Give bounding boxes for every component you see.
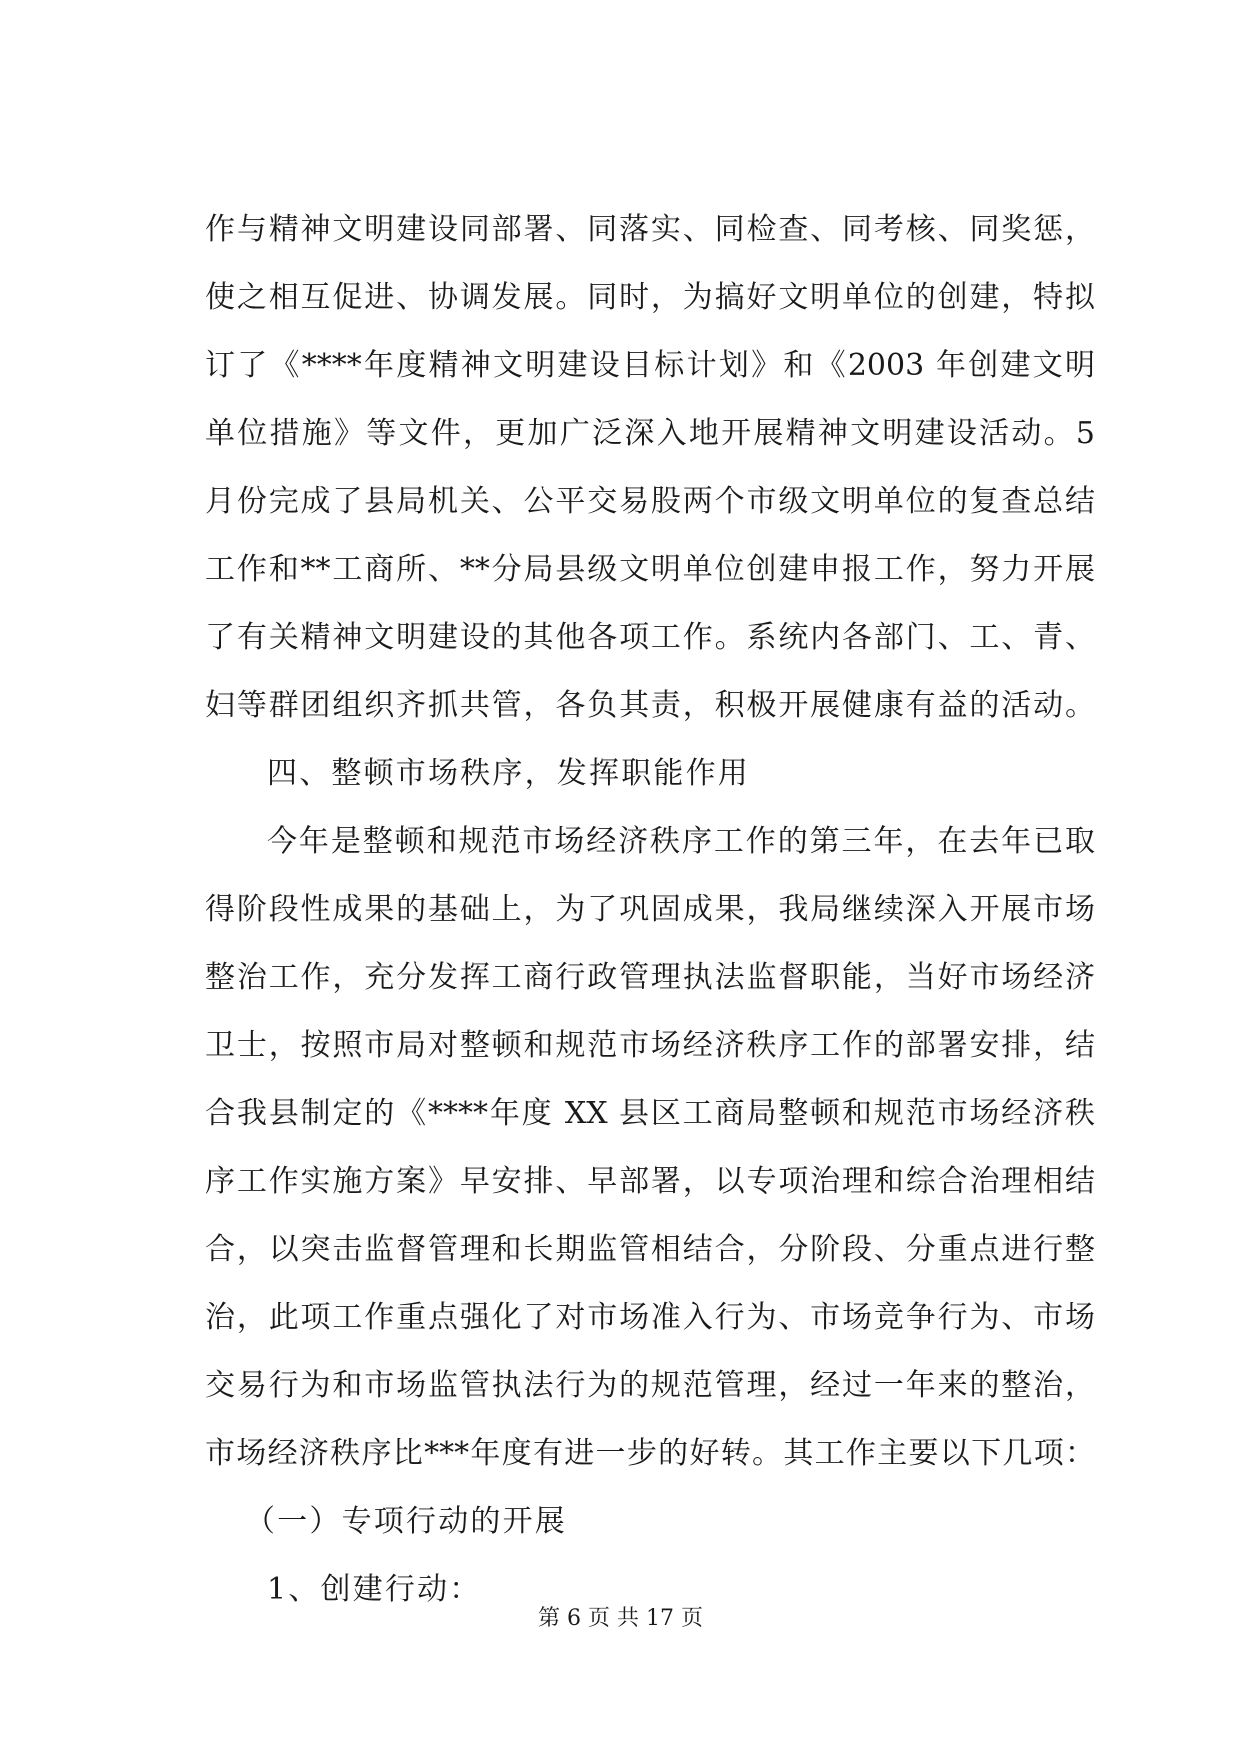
- section-heading: 四、整顿市场秩序，发挥职能作用: [267, 756, 750, 791]
- paragraph-line: 整治工作，充分发挥工商行政管理执法监督职能，当好市场经济: [205, 960, 1095, 995]
- paragraph-line: 得阶段性成果的基础上，为了巩固成果，我局继续深入开展市场: [205, 892, 1095, 927]
- paragraph-line: 妇等群团组织齐抓共管，各负其责，积极开展健康有益的活动。: [205, 688, 1095, 723]
- paragraph-line: 工作和**工商所、**分局县级文明单位创建申报工作，努力开展: [205, 552, 1095, 587]
- paragraph-line: 交易行为和市场监管执法行为的规范管理，经过一年来的整治，: [205, 1368, 1095, 1403]
- paragraph-line: 订了《****年度精神文明建设目标计划》和《2003 年创建文明: [205, 348, 1095, 383]
- paragraph-line: 月份完成了县局机关、公平交易股两个市级文明单位的复查总结: [205, 484, 1095, 519]
- paragraph-line: 了有关精神文明建设的其他各项工作。系统内各部门、工、青、: [205, 620, 1095, 655]
- paragraph-line: 合，以突击监督管理和长期监管相结合，分阶段、分重点进行整: [205, 1232, 1095, 1267]
- paragraph-line: 序工作实施方案》早安排、早部署，以专项治理和综合治理相结: [205, 1164, 1095, 1199]
- paragraph-line: 单位措施》等文件，更加广泛深入地开展精神文明建设活动。5: [205, 416, 1095, 451]
- subsection-heading: （一）专项行动的开展: [245, 1504, 567, 1539]
- paragraph-line: 作与精神文明建设同部署、同落实、同检查、同考核、同奖惩，: [205, 212, 1095, 247]
- list-item-heading: 1、创建行动：: [267, 1572, 482, 1607]
- paragraph-line: 治，此项工作重点强化了对市场准入行为、市场竞争行为、市场: [205, 1300, 1095, 1335]
- body-text: [205, 196, 1095, 1624]
- paragraph-line: 使之相互促进、协调发展。同时，为搞好文明单位的创建，特拟: [205, 280, 1095, 315]
- paragraph-line: 卫士，按照市局对整顿和规范市场经济秩序工作的部署安排，结: [205, 1028, 1095, 1063]
- paragraph-line: 市场经济秩序比***年度有进一步的好转。其工作主要以下几项：: [205, 1436, 1095, 1471]
- page-number-footer: 第 6 页 共 17 页: [538, 1606, 703, 1631]
- paragraph-line: 今年是整顿和规范市场经济秩序工作的第三年，在去年已取: [267, 824, 1095, 859]
- paragraph-line: 合我县制定的《****年度 XX 县区工商局整顿和规范市场经济秩: [205, 1096, 1095, 1131]
